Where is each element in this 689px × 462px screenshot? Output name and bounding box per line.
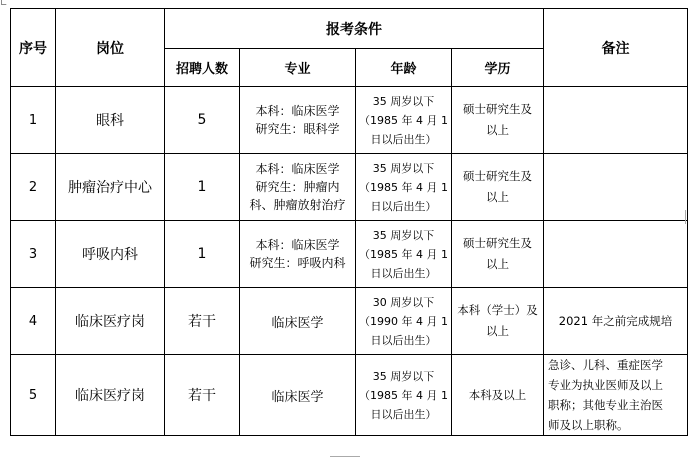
age-line: 日以后出生） bbox=[370, 266, 437, 280]
age-line: （1985 年 4 月 1 bbox=[359, 180, 448, 194]
header-row-1 bbox=[11, 9, 688, 49]
row-position: 临床医疗岗 bbox=[56, 355, 165, 436]
education-line: 本科及以上 bbox=[468, 387, 527, 402]
age-line: 日以后出生） bbox=[370, 199, 437, 213]
row-education bbox=[452, 288, 544, 355]
age-line: 日以后出生） bbox=[370, 407, 437, 421]
header-conditions: 报考条件 bbox=[165, 9, 544, 49]
row-position: 肿瘤治疗中心 bbox=[56, 154, 165, 221]
remark-line: 急诊、儿科、重症医学 bbox=[548, 358, 663, 372]
major-line: 本科：临床医学 bbox=[255, 162, 340, 176]
major-line: 临床医学 bbox=[271, 315, 324, 331]
table-body bbox=[11, 87, 688, 436]
major-line: 研究生：肿瘤内 bbox=[255, 180, 340, 194]
row-count: 5 bbox=[165, 87, 240, 154]
row-age bbox=[356, 154, 452, 221]
row-age bbox=[356, 221, 452, 288]
header-seq: 序号 bbox=[11, 9, 56, 87]
row-education bbox=[452, 154, 544, 221]
row-position: 眼科 bbox=[56, 87, 165, 154]
education-line: 以上 bbox=[486, 123, 509, 137]
row-remark bbox=[544, 355, 688, 436]
row-major bbox=[240, 154, 356, 221]
education-line: 硕士研究生及 bbox=[463, 236, 532, 250]
table-row bbox=[11, 154, 688, 221]
row-seq: 1 bbox=[11, 87, 56, 154]
education-line: 以上 bbox=[486, 190, 509, 204]
row-age bbox=[356, 87, 452, 154]
row-education bbox=[452, 355, 544, 436]
education-line: 以上 bbox=[486, 324, 509, 338]
row-age bbox=[356, 355, 452, 436]
major-line: 科、肿瘤放射治疗 bbox=[249, 198, 346, 212]
education-line: 以上 bbox=[486, 257, 509, 271]
remark-line: 专业为执业医师及以上 bbox=[548, 378, 663, 392]
remark-line: 师及以上职称。 bbox=[548, 418, 629, 432]
corner-marker: ∟ bbox=[0, 0, 8, 9]
age-line: 日以后出生） bbox=[370, 132, 437, 146]
table-row bbox=[11, 288, 688, 355]
remark-line: 2021 年之前完成规培 bbox=[558, 314, 673, 328]
age-line: （1985 年 4 月 1 bbox=[359, 388, 448, 402]
table-row bbox=[11, 355, 688, 436]
age-line: （1985 年 4 月 1 bbox=[359, 113, 448, 127]
age-line: 35 周岁以下 bbox=[372, 228, 435, 242]
education-line: 本科（学士）及 bbox=[457, 303, 538, 317]
header-education: 学历 bbox=[452, 49, 544, 87]
header-position: 岗位 bbox=[56, 9, 165, 87]
row-major bbox=[240, 355, 356, 436]
row-position: 呼吸内科 bbox=[56, 221, 165, 288]
row-seq: 4 bbox=[11, 288, 56, 355]
row-education bbox=[452, 221, 544, 288]
age-line: 30 周岁以下 bbox=[372, 295, 435, 309]
row-seq: 3 bbox=[11, 221, 56, 288]
row-age bbox=[356, 288, 452, 355]
row-remark bbox=[544, 154, 688, 221]
age-line: 35 周岁以下 bbox=[372, 369, 435, 383]
row-seq: 5 bbox=[11, 355, 56, 436]
row-count: 若干 bbox=[165, 355, 240, 436]
age-line: 日以后出生） bbox=[370, 333, 437, 347]
education-line: 硕士研究生及 bbox=[463, 102, 532, 116]
row-education bbox=[452, 87, 544, 154]
row-count: 1 bbox=[165, 221, 240, 288]
remark-line: 职称；其他专业主治医 bbox=[548, 398, 663, 412]
row-position: 临床医疗岗 bbox=[56, 288, 165, 355]
table-row bbox=[11, 221, 688, 288]
major-line: 研究生：眼科学 bbox=[255, 122, 340, 136]
row-remark bbox=[544, 87, 688, 154]
major-line: 本科：临床医学 bbox=[255, 104, 340, 118]
header-remark: 备注 bbox=[544, 9, 688, 87]
row-major bbox=[240, 87, 356, 154]
row-seq: 2 bbox=[11, 154, 56, 221]
age-line: 35 周岁以下 bbox=[372, 94, 435, 108]
recruitment-table bbox=[10, 8, 688, 436]
row-major bbox=[240, 288, 356, 355]
header-count: 招聘人数 bbox=[165, 49, 240, 87]
education-line: 硕士研究生及 bbox=[463, 169, 532, 183]
row-count: 1 bbox=[165, 154, 240, 221]
major-line: 本科：临床医学 bbox=[255, 238, 340, 252]
age-line: （1990 年 4 月 1 bbox=[359, 314, 448, 328]
bottom-marker bbox=[330, 456, 360, 461]
age-line: 35 周岁以下 bbox=[372, 161, 435, 175]
row-remark bbox=[544, 288, 688, 355]
row-remark bbox=[544, 221, 688, 288]
header-age: 年龄 bbox=[356, 49, 452, 87]
edge-marker bbox=[685, 210, 689, 224]
table-row bbox=[11, 87, 688, 154]
major-line: 临床医学 bbox=[271, 389, 324, 405]
age-line: （1985 年 4 月 1 bbox=[359, 247, 448, 261]
major-line: 研究生：呼吸内科 bbox=[249, 256, 346, 270]
row-count: 若干 bbox=[165, 288, 240, 355]
row-major bbox=[240, 221, 356, 288]
header-major: 专业 bbox=[240, 49, 356, 87]
